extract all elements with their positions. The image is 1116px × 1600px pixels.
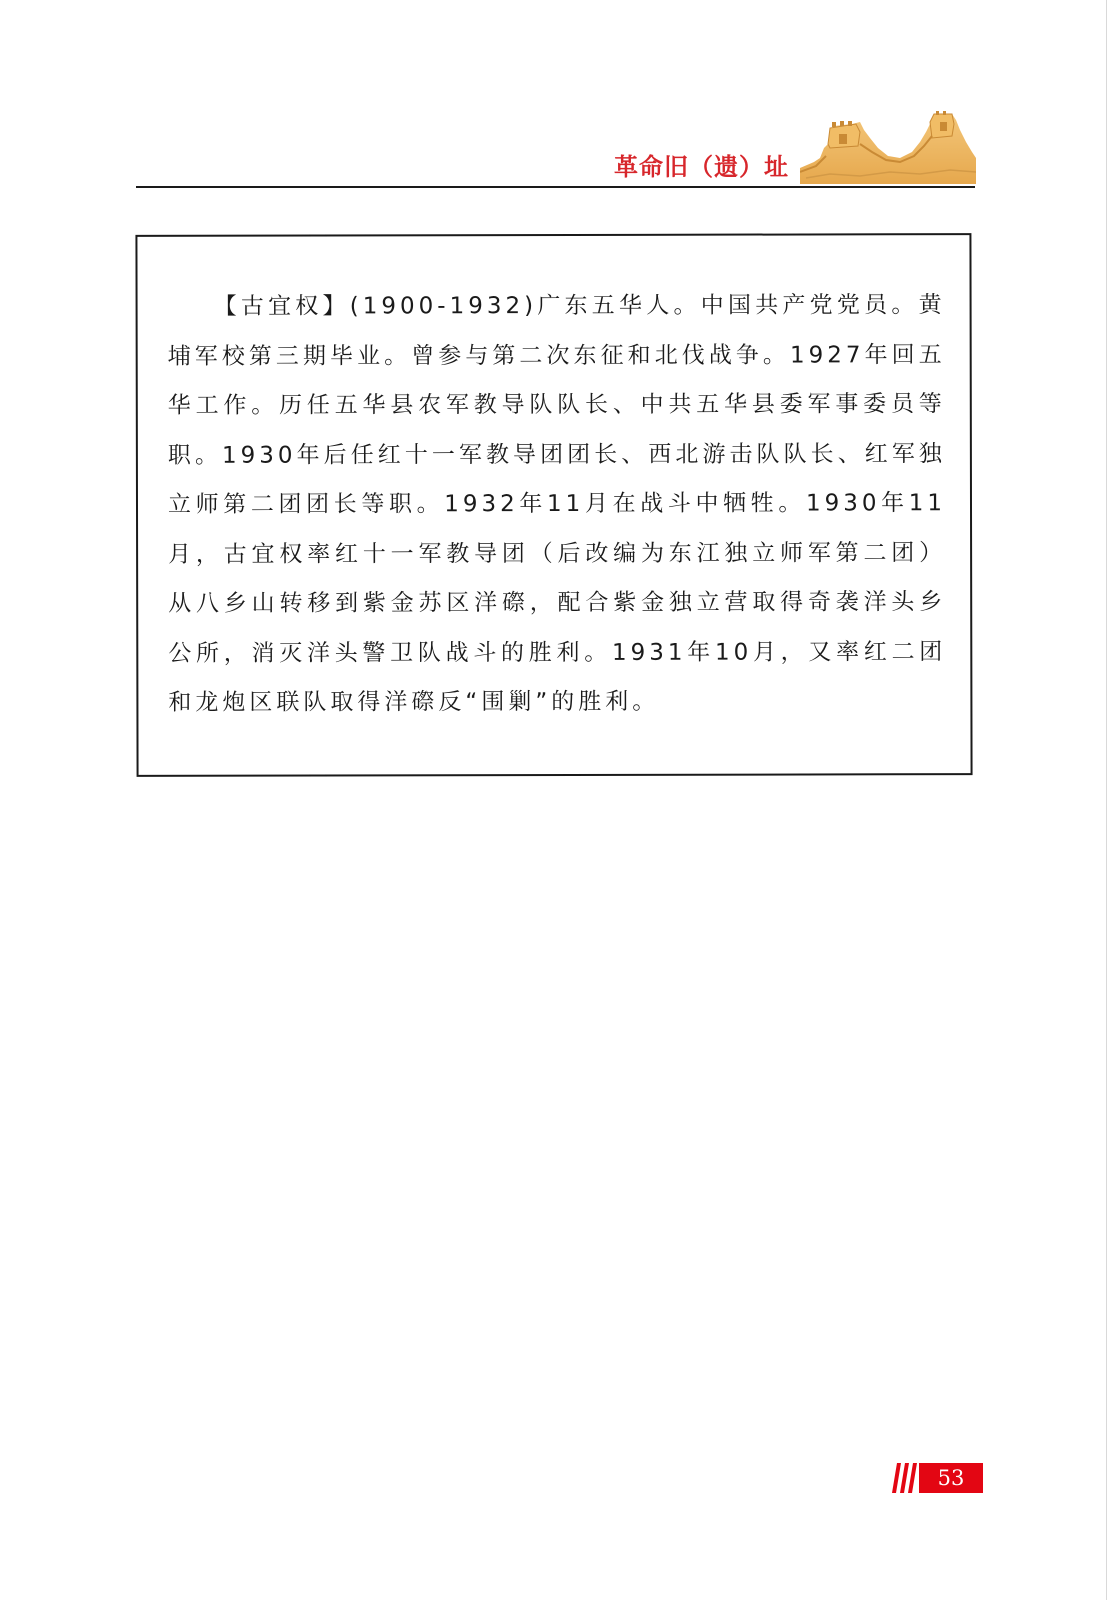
page-number-stripes bbox=[888, 1463, 918, 1493]
biography-box bbox=[135, 233, 972, 777]
page-number: 53 bbox=[919, 1463, 983, 1493]
section-title: 革命旧（遗）址 bbox=[614, 153, 789, 181]
header-divider bbox=[136, 186, 975, 188]
great-wall-icon bbox=[800, 108, 976, 184]
biography-text: 【古宜权】(1900-1932)广东五华人。中国共产党党员。黄埔军校第三期毕业。曾参与第二次东征和北伐战争。1927年回五华工作。历任五华县农军教导队队长、中共五华县委军事委员等职。1930年后任红十一军教导团团长、西北游击队队长、红军独立师第二团团长等职。1932年11月在战斗中牺牲。1930年11月，古宜权率红十一军教导团（后改编为东江独立师军第二团）从八乡山转移到紫金苏区洋磜，配合紫金独立营取得奇袭洋头乡公所，消灭洋头警卫队战斗的胜利。1931年10月，又率红二团和龙炮区联队取得洋磜反“围剿”的胜利。 bbox=[167, 292, 947, 716]
page-edge bbox=[1106, 0, 1107, 1600]
